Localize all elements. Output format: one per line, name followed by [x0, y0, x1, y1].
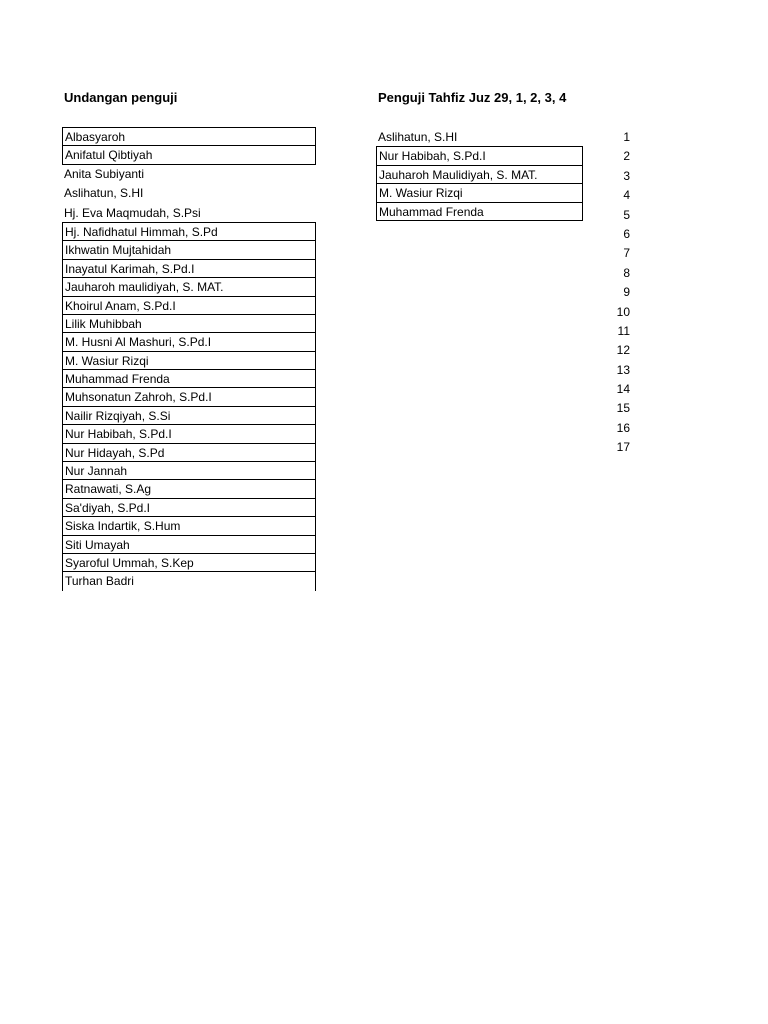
row-number: 4 [623, 188, 630, 203]
invited-examiner-row: Nur Jannah [62, 461, 316, 480]
invited-examiner-row: Anita Subiyanti [64, 166, 145, 181]
invited-examiner-row: Albasyaroh [62, 127, 316, 146]
tahfiz-examiners-heading: Penguji Tahfiz Juz 29, 1, 2, 3, 4 [378, 90, 567, 105]
row-number: 1 [623, 130, 630, 144]
row-number: 2 [623, 149, 630, 164]
invited-examiner-row: Siti Umayah [62, 535, 316, 554]
invited-examiner-row: Khoirul Anam, S.Pd.I [62, 296, 316, 315]
row-number: 11 [617, 323, 630, 338]
tahfiz-examiner-row: Aslihatun, S.HI [378, 130, 458, 144]
invited-examiner-row: Nur Hidayah, S.Pd [62, 443, 316, 462]
invited-examiner-row: M. Wasiur Rizqi [62, 351, 316, 370]
invited-examiners-heading: Undangan penguji [64, 90, 178, 105]
invited-examiner-row: Muhammad Frenda [62, 369, 316, 388]
invited-examiner-row: Muhsonatun Zahroh, S.Pd.I [62, 387, 316, 406]
invited-examiner-row: Siska Indartik, S.Hum [62, 516, 316, 535]
row-number: 17 [616, 440, 630, 455]
row-number: 14 [616, 382, 630, 397]
row-number: 9 [623, 285, 630, 300]
invited-examiner-row: Hj. Nafidhatul Himmah, S.Pd [62, 222, 316, 241]
invited-examiner-row: Ikhwatin Mujtahidah [62, 240, 316, 259]
row-number: 3 [623, 168, 630, 183]
tahfiz-examiner-row: Nur Habibah, S.Pd.I [376, 146, 583, 165]
row-number: 12 [616, 343, 630, 358]
invited-examiner-row: Inayatul Karimah, S.Pd.I [62, 259, 316, 278]
invited-examiner-row: Turhan Badri [62, 571, 316, 590]
row-number: 15 [616, 401, 630, 416]
invited-examiner-row: Syaroful Ummah, S.Kep [62, 553, 316, 572]
invited-examiner-row: Ratnawati, S.Ag [62, 479, 316, 498]
invited-examiner-row: M. Husni Al Mashuri, S.Pd.I [62, 332, 316, 351]
invited-examiner-row: Nur Habibah, S.Pd.I [62, 424, 316, 443]
invited-examiner-row: Sa'diyah, S.Pd.I [62, 498, 316, 517]
tahfiz-examiner-row: Muhammad Frenda [376, 202, 583, 221]
row-number: 7 [623, 246, 630, 261]
row-number: 8 [623, 265, 630, 280]
invited-examiner-row: Nailir Rizqiyah, S.Si [62, 406, 316, 425]
row-number: 16 [616, 420, 630, 435]
row-number: 10 [616, 304, 630, 319]
invited-examiner-row: Lilik Muhibbah [62, 314, 316, 333]
tahfiz-examiners-list [376, 128, 583, 221]
invited-examiner-row: Aslihatun, S.HI [64, 186, 144, 201]
row-number: 6 [623, 226, 630, 241]
invited-examiner-row: Hj. Eva Maqmudah, S.Psi [64, 205, 201, 220]
tahfiz-examiner-row: Jauharoh Maulidiyah, S. MAT. [376, 165, 583, 184]
row-number: 13 [616, 362, 630, 377]
invited-examiners-list [62, 128, 316, 591]
tahfiz-examiner-row: M. Wasiur Rizqi [376, 183, 583, 202]
row-number-column [590, 128, 630, 458]
invited-examiner-row: Jauharoh maulidiyah, S. MAT. [62, 277, 316, 296]
row-number: 5 [623, 207, 630, 222]
invited-examiner-row: Anifatul Qibtiyah [62, 145, 316, 164]
